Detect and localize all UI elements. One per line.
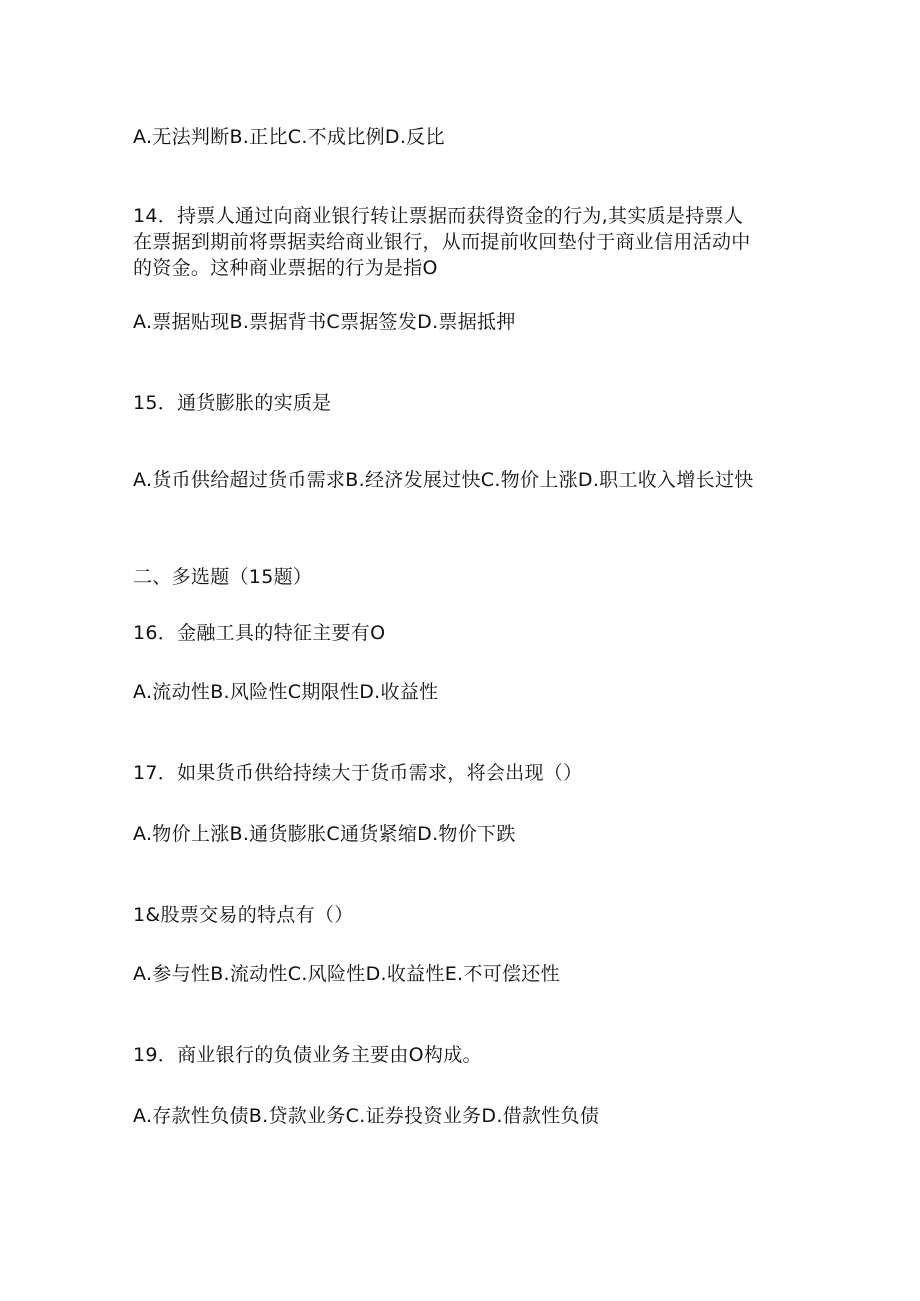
q18-options: A.参与性B.流动性C.风险性D.收益性E.不可偿还性 [133,963,560,985]
q14-stem-line3: 的资金。这种商业票据的行为是指O [133,257,438,279]
q13-options: A.无法判断B.正比C.不成比例D.反比 [133,126,445,148]
q18-stem: 1&股票交易的特点有（） [133,904,354,926]
q15-options: A.货币供给超过货币需求B.经济发展过快C.物价上涨D.职工收入增长过快 [133,469,754,491]
q19-options: A.存款性负债B.贷款业务C.证券投资业务D.借款性负债 [133,1105,600,1127]
q17-stem: 17．如果货币供给持续大于货币需求，将会出现（） [133,762,583,784]
q16-stem: 16．金融工具的特征主要有O [133,622,386,644]
q17-options: A.物价上涨B.通货膨胀C通货紧缩D.物价下跌 [133,823,516,845]
q19-stem: 19．商业银行的负债业务主要由O构成。 [133,1044,482,1066]
q14-stem-line1: 14．持票人通过向商业银行转让票据而获得资金的行为,其实质是持票人 [133,205,744,227]
q15-stem: 15．通货膨胀的实质是 [133,392,332,414]
q14-stem-line2: 在票据到期前将票据卖给商业银行，从而提前收回垫付于商业信用活动中 [133,231,751,253]
q14-options: A.票据贴现B.票据背书C票据签发D.票据抵押 [133,311,516,333]
section-heading: 二、多选题（15题） [133,566,313,588]
q16-options: A.流动性B.风险性C期限性D.收益性 [133,681,439,703]
